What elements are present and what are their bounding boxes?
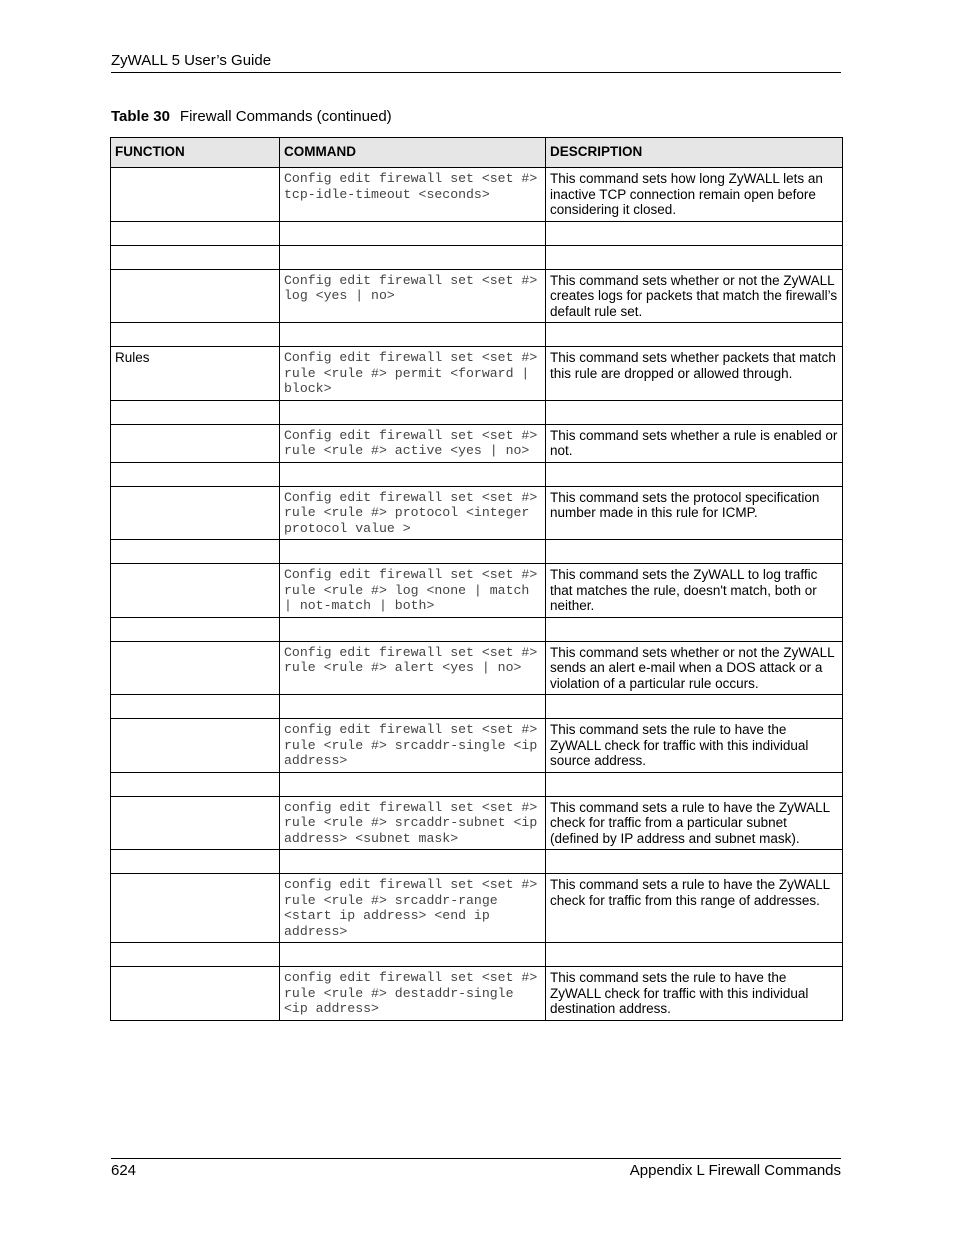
command-cell <box>280 772 546 796</box>
description-cell <box>546 617 843 641</box>
table-row <box>111 424 843 462</box>
table-spacer-row <box>111 943 843 967</box>
table-spacer-row <box>111 462 843 486</box>
table-row <box>111 564 843 618</box>
table-row <box>111 347 843 401</box>
header-divider <box>111 72 841 73</box>
description-cell: This command sets how long ZyWALL lets an inactive TCP connection remain open before considering it closed. <box>546 168 843 222</box>
command-cell <box>280 695 546 719</box>
command-cell <box>280 245 546 269</box>
table-row <box>111 168 843 222</box>
function-cell <box>111 269 280 323</box>
description-cell: This command sets a rule to have the ZyWALL check for traffic from this range of addresses. <box>546 874 843 943</box>
table-row <box>111 641 843 695</box>
command-cell: Config edit firewall set <set #> rule <rule #> alert <yes | no> <box>280 641 546 695</box>
command-cell: Config edit firewall set <set #> rule <rule #> active <yes | no> <box>280 424 546 462</box>
function-cell <box>111 486 280 540</box>
description-cell <box>546 245 843 269</box>
footer-section-title: Appendix L Firewall Commands <box>629 1162 841 1179</box>
command-cell <box>280 400 546 424</box>
description-cell: This command sets the ZyWALL to log traffic that matches the rule, doesn't match, both or neither. <box>546 564 843 618</box>
table-row <box>111 967 843 1021</box>
table-spacer-row <box>111 850 843 874</box>
command-cell <box>280 540 546 564</box>
command-cell <box>280 617 546 641</box>
function-cell <box>111 564 280 618</box>
function-cell <box>111 221 280 245</box>
function-cell <box>111 695 280 719</box>
description-cell <box>546 695 843 719</box>
command-cell <box>280 221 546 245</box>
table-spacer-row <box>111 772 843 796</box>
command-cell: config edit firewall set <set #> rule <rule #> srcaddr-range <start ip address> <end ip address> <box>280 874 546 943</box>
function-cell <box>111 617 280 641</box>
description-cell <box>546 540 843 564</box>
description-cell <box>546 323 843 347</box>
description-cell <box>546 221 843 245</box>
table-row <box>111 874 843 943</box>
function-cell: Rules <box>111 347 280 401</box>
table-spacer-row <box>111 695 843 719</box>
column-header-description: DESCRIPTION <box>546 138 843 168</box>
description-cell: This command sets whether a rule is enabled or not. <box>546 424 843 462</box>
command-cell <box>280 943 546 967</box>
page-number: 624 <box>111 1162 137 1179</box>
table-spacer-row <box>111 400 843 424</box>
command-cell: config edit firewall set <set #> rule <rule #> srcaddr-subnet <ip address> <subnet mask> <box>280 796 546 850</box>
function-cell <box>111 540 280 564</box>
function-cell <box>111 719 280 773</box>
function-cell <box>111 462 280 486</box>
command-cell: config edit firewall set <set #> rule <rule #> destaddr-single <ip address> <box>280 967 546 1021</box>
running-header-title: ZyWALL 5 User’s Guide <box>111 52 272 69</box>
description-cell <box>546 850 843 874</box>
description-cell <box>546 772 843 796</box>
table-caption <box>111 108 392 125</box>
function-cell <box>111 424 280 462</box>
column-header-command: COMMAND <box>280 138 546 168</box>
table-body <box>111 168 843 1021</box>
table-row <box>111 796 843 850</box>
command-cell: Config edit firewall set <set #> tcp-idle-timeout <seconds> <box>280 168 546 222</box>
function-cell <box>111 850 280 874</box>
function-cell <box>111 641 280 695</box>
description-cell: This command sets whether or not the ZyWALL sends an alert e-mail when a DOS attack or a violation of a particular rule occurs. <box>546 641 843 695</box>
description-cell: This command sets the rule to have the ZyWALL check for traffic with this individual destination address. <box>546 967 843 1021</box>
command-cell <box>280 323 546 347</box>
command-cell: Config edit firewall set <set #> rule <rule #> permit <forward | block> <box>280 347 546 401</box>
firewall-commands-table <box>110 137 843 1021</box>
command-cell: Config edit firewall set <set #> rule <rule #> log <none | match | not-match | both> <box>280 564 546 618</box>
description-cell: This command sets whether packets that match this rule are dropped or allowed through. <box>546 347 843 401</box>
description-cell: This command sets the rule to have the ZyWALL check for traffic with this individual source address. <box>546 719 843 773</box>
command-cell <box>280 462 546 486</box>
table-row <box>111 486 843 540</box>
command-cell <box>280 850 546 874</box>
table-caption-title: Firewall Commands (continued) <box>179 108 392 125</box>
table-spacer-row <box>111 245 843 269</box>
footer-divider <box>111 1158 841 1159</box>
table-spacer-row <box>111 540 843 564</box>
description-cell: This command sets a rule to have the ZyWALL check for traffic from a particular subnet (defined by IP address and subnet mask). <box>546 796 843 850</box>
function-cell <box>111 943 280 967</box>
table-spacer-row <box>111 221 843 245</box>
table-caption-label: Table 30 <box>111 108 170 125</box>
command-cell: Config edit firewall set <set #> log <yes | no> <box>280 269 546 323</box>
command-cell: Config edit firewall set <set #> rule <rule #> protocol <integer protocol value > <box>280 486 546 540</box>
function-cell <box>111 772 280 796</box>
function-cell <box>111 796 280 850</box>
table-spacer-row <box>111 617 843 641</box>
function-cell <box>111 323 280 347</box>
table-row <box>111 269 843 323</box>
description-cell <box>546 462 843 486</box>
table-spacer-row <box>111 323 843 347</box>
description-cell: This command sets whether or not the ZyWALL creates logs for packets that match the firewall’s default rule set. <box>546 269 843 323</box>
function-cell <box>111 874 280 943</box>
function-cell <box>111 400 280 424</box>
description-cell <box>546 400 843 424</box>
description-cell <box>546 943 843 967</box>
command-cell: config edit firewall set <set #> rule <rule #> srcaddr-single <ip address> <box>280 719 546 773</box>
table-row <box>111 719 843 773</box>
function-cell <box>111 168 280 222</box>
function-cell <box>111 245 280 269</box>
column-header-function: FUNCTION <box>111 138 280 168</box>
description-cell: This command sets the protocol specification number made in this rule for ICMP. <box>546 486 843 540</box>
table-header-row <box>111 138 843 168</box>
function-cell <box>111 967 280 1021</box>
